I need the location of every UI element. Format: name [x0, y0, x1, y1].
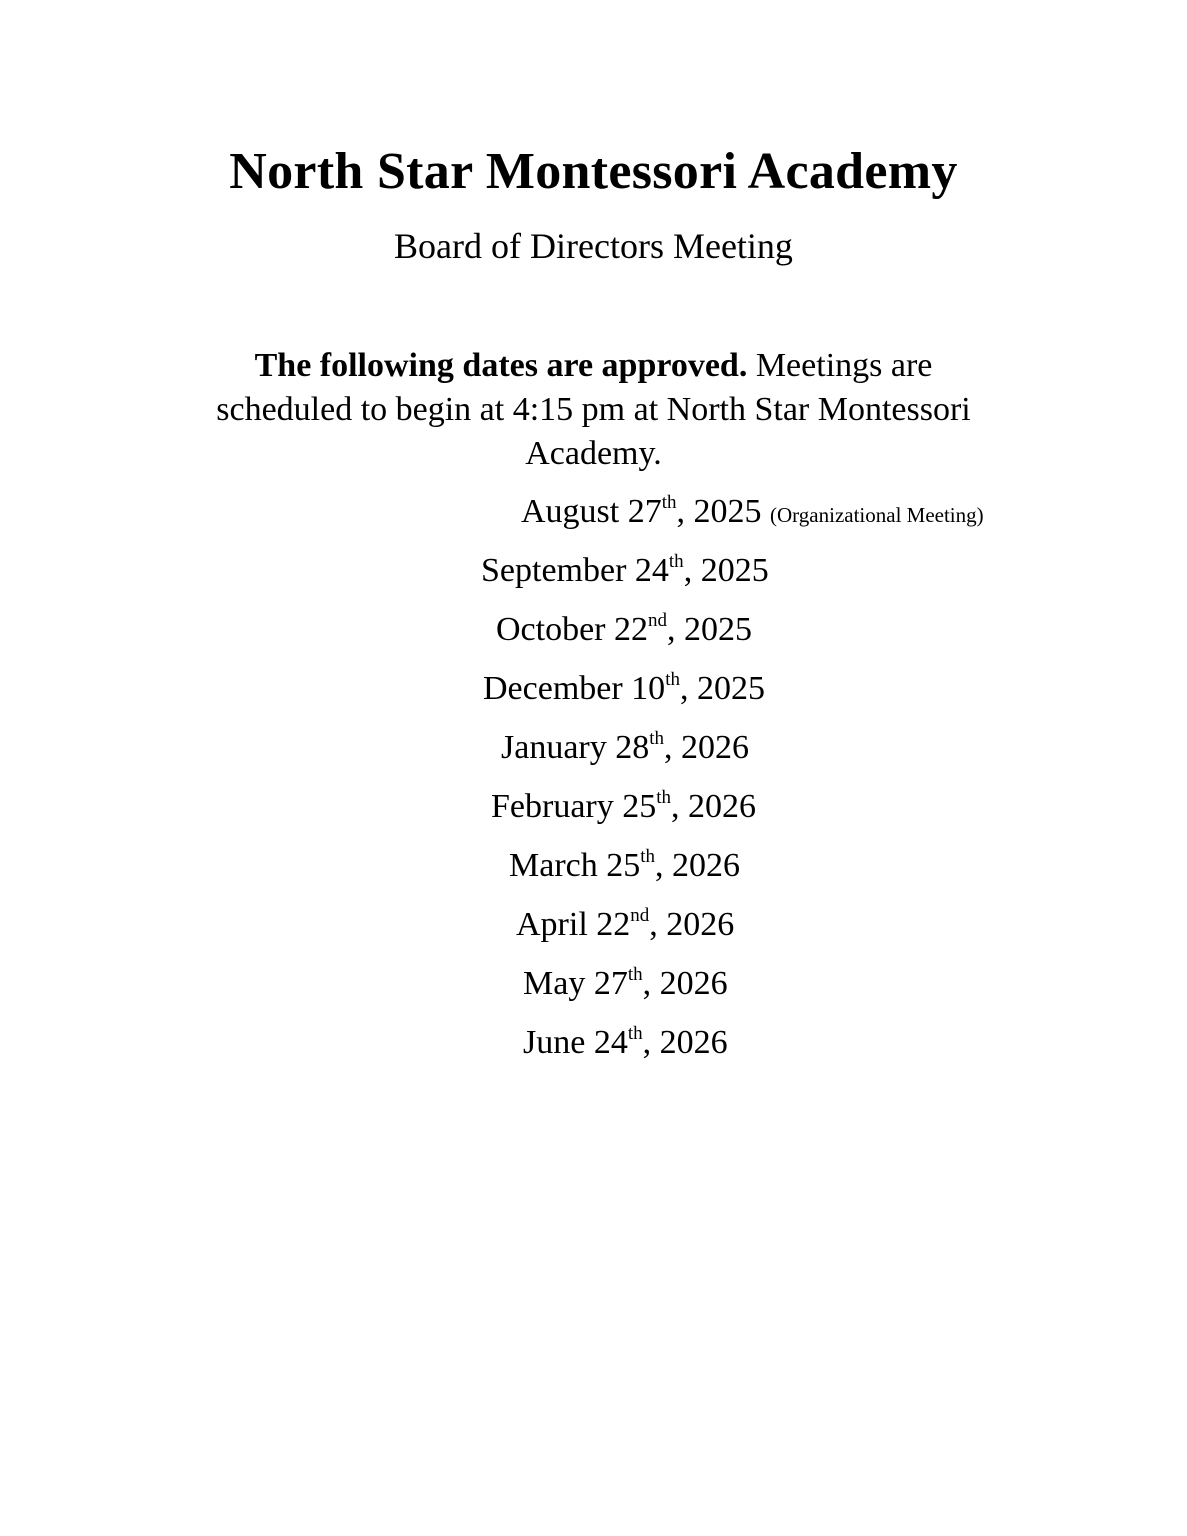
date-year: , 2025: [667, 611, 753, 648]
date-ordinal-suffix: th: [668, 551, 684, 572]
meeting-date: [0, 962, 1187, 1021]
date-month-day: October 22: [496, 611, 649, 648]
date-month-day: September 24: [481, 552, 669, 589]
meeting-date: [0, 844, 1187, 903]
date-year: , 2025: [679, 670, 765, 707]
date-ordinal-suffix: th: [665, 669, 680, 690]
date-month-day: May 27: [523, 965, 628, 1002]
date-month-day: December 10: [483, 670, 666, 707]
date-ordinal-suffix: th: [627, 964, 643, 985]
meeting-date: [0, 549, 1187, 608]
date-year: , 2026: [655, 847, 741, 884]
meeting-date: [0, 1021, 1187, 1080]
date-month-day: January 28: [501, 729, 650, 766]
date-month-day: February 25: [491, 788, 657, 825]
meeting-date: [0, 785, 1187, 844]
date-year: , 2025: [683, 552, 769, 589]
date-note: (Organizational Meeting): [770, 503, 984, 527]
date-ordinal-suffix: th: [649, 728, 665, 749]
intro-paragraph: [200, 344, 987, 476]
date-year: , 2026: [671, 788, 757, 825]
meeting-dates-list: [0, 490, 1187, 1080]
meeting-date: [0, 903, 1187, 962]
meeting-date: [0, 608, 1187, 667]
intro-bold-text: The following dates are approved.: [254, 347, 748, 384]
date-year: , 2026: [642, 965, 728, 1002]
date-month-day: March 25: [509, 847, 641, 884]
date-ordinal-suffix: th: [661, 492, 677, 513]
date-year: , 2026: [664, 729, 750, 766]
date-ordinal-suffix: nd: [648, 610, 668, 631]
date-ordinal-suffix: th: [627, 1023, 643, 1044]
date-ordinal-suffix: nd: [630, 905, 650, 926]
intro-text: Meetings are scheduled to begin at 4:15 pm at North Star Montessori Academy.: [216, 347, 971, 472]
meeting-date: [0, 667, 1187, 726]
date-year: , 2026: [642, 1024, 728, 1061]
meeting-date: [0, 490, 1187, 549]
date-ordinal-suffix: th: [656, 787, 672, 808]
date-year: , 2025: [676, 493, 762, 530]
date-month-day: April 22: [516, 906, 631, 943]
date-year: , 2026: [649, 906, 735, 943]
document-title: North Star Montessori Academy: [229, 143, 958, 200]
document-subtitle: Board of Directors Meeting: [394, 226, 793, 266]
meeting-date: [0, 726, 1187, 785]
date-month-day: August 27: [521, 493, 662, 530]
date-month-day: June 24: [523, 1024, 628, 1061]
date-ordinal-suffix: th: [640, 846, 656, 867]
